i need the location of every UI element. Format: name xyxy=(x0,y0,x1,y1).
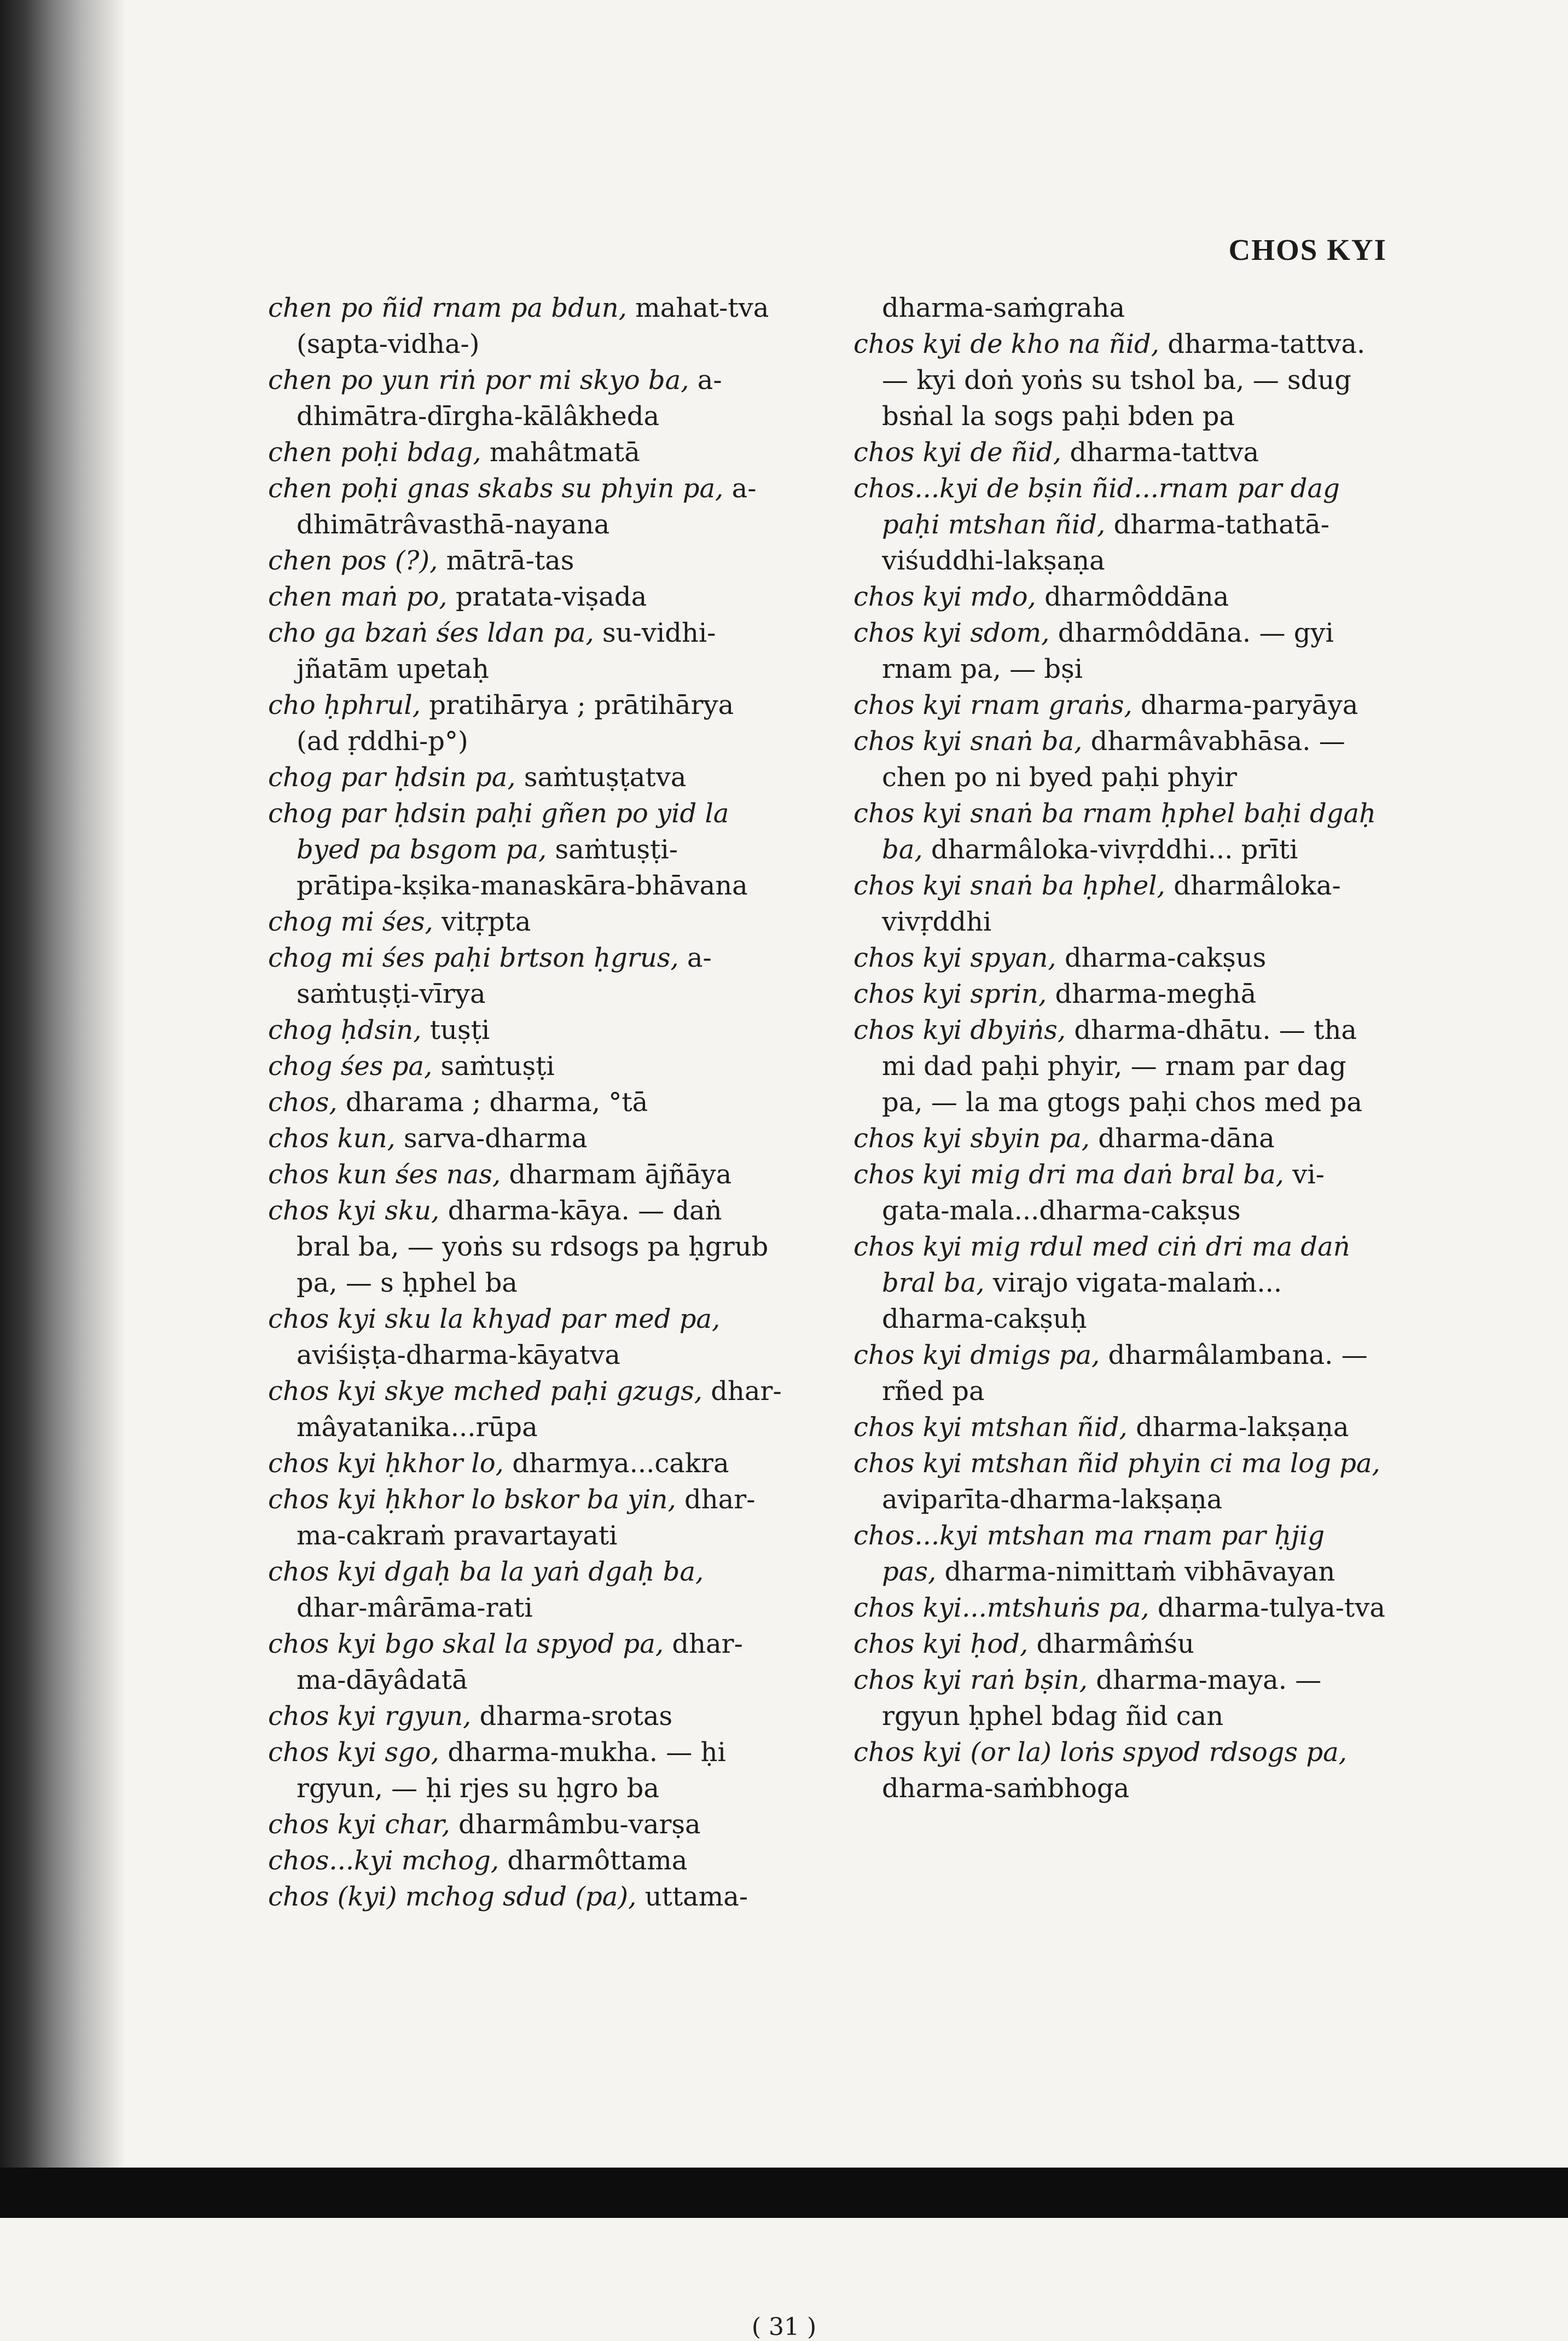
sanskrit-equivalent: dharma-mukha. — ḥi rgyun, — ḥi rjes su ḥgro ba xyxy=(297,1737,726,1804)
sanskrit-equivalent: dharma-saṁgraha xyxy=(882,293,1125,323)
sanskrit-equivalent: aviparīta-dharma-lakṣaṇa xyxy=(882,1484,1223,1515)
dictionary-entry xyxy=(853,470,1387,579)
dictionary-entry xyxy=(853,868,1387,940)
dictionary-entry xyxy=(268,1012,782,1048)
tibetan-headword: chen poḥi bdag, xyxy=(268,437,481,468)
tibetan-headword: chos kyi mtshan ñid phyin ci ma log pa, xyxy=(853,1448,1380,1479)
tibetan-headword: chos kyi sprin, xyxy=(853,979,1047,1009)
tibetan-headword: cho ga bzaṅ śes ldan pa, xyxy=(268,618,594,648)
sanskrit-equivalent: dharma-dāna xyxy=(1098,1123,1275,1154)
tibetan-headword: chos, xyxy=(268,1087,338,1118)
sanskrit-equivalent: dharma-kāya. — daṅ bral ba, — yoṅs su rdsogs pa ḥgrub pa, — s ḥphel ba xyxy=(297,1195,769,1298)
dictionary-entry xyxy=(853,1734,1387,1806)
sanskrit-equivalent: dharmya...cakra xyxy=(512,1448,729,1479)
sanskrit-equivalent: dharmâlambana. — rñed pa xyxy=(882,1340,1368,1407)
left-column xyxy=(268,290,782,1915)
sanskrit-equivalent: dharmâṁśu xyxy=(1036,1629,1194,1659)
dictionary-entry xyxy=(268,1843,782,1879)
dictionary-entry xyxy=(853,1626,1387,1662)
sanskrit-equivalent: virajo vigata-malaṁ... dharma-cakṣuḥ xyxy=(882,1268,1282,1334)
dictionary-entry xyxy=(853,687,1387,723)
tibetan-headword: chog śes pa, xyxy=(268,1051,433,1082)
sanskrit-equivalent: dharma-tattva xyxy=(1070,437,1259,468)
dictionary-entry xyxy=(853,615,1387,687)
tibetan-headword: chos kyi mtshan ñid, xyxy=(853,1412,1128,1443)
tibetan-headword: chos kyi snaṅ ba, xyxy=(853,726,1083,757)
tibetan-headword: chog mi śes paḥi brtson ḥgrus, xyxy=(268,943,679,973)
tibetan-headword: chos kyi bgo skal la spyod pa, xyxy=(268,1629,664,1659)
sanskrit-equivalent: saṁtuṣṭatva xyxy=(524,762,687,793)
dictionary-entry xyxy=(853,940,1387,976)
dictionary-entry xyxy=(853,976,1387,1012)
dictionary-entry xyxy=(268,1373,782,1445)
sanskrit-equivalent: su-vidhi-jñatām upetaḥ xyxy=(297,618,716,684)
dictionary-entry xyxy=(268,1482,782,1554)
sanskrit-equivalent: dharma-lakṣaṇa xyxy=(1136,1412,1349,1443)
right-column xyxy=(853,290,1387,1806)
tibetan-headword: chos kyi ḥkhor lo, xyxy=(268,1448,504,1479)
dictionary-entry xyxy=(268,615,782,687)
dictionary-entry xyxy=(268,1806,782,1843)
tibetan-headword: chen pos (?), xyxy=(268,545,438,576)
tibetan-headword: chen maṅ po, xyxy=(268,582,448,612)
dictionary-entry xyxy=(268,1879,782,1915)
sanskrit-equivalent: dharma-saṁbhoga xyxy=(882,1773,1130,1804)
dictionary-entry xyxy=(268,1193,782,1301)
sanskrit-equivalent: a-dhimātrâvasthā-nayana xyxy=(297,473,757,540)
scan-bottom-border xyxy=(0,2168,1568,2218)
dictionary-entry xyxy=(853,326,1387,434)
dictionary-entry xyxy=(268,795,782,904)
sanskrit-equivalent: sarva-dharma xyxy=(404,1123,588,1154)
dictionary-entry xyxy=(268,940,782,1012)
dictionary-entry xyxy=(268,1445,782,1482)
dictionary-entry xyxy=(268,362,782,434)
sanskrit-equivalent: dharmôddāna. — gyi rnam pa, — bṣi xyxy=(882,618,1334,684)
tibetan-headword: chos kyi dmigs pa, xyxy=(853,1340,1100,1370)
tibetan-headword: chos kyi sbyin pa, xyxy=(853,1123,1090,1154)
sanskrit-equivalent: dharmam ājñāya xyxy=(509,1159,732,1190)
sanskrit-equivalent: dharma-tattva. — kyi doṅ yoṅs su tshol ba, — sdug bsṅal la sogs paḥi bden pa xyxy=(882,329,1366,432)
tibetan-headword: chos kyi mig rdul med ciṅ dri ma daṅ bral ba, xyxy=(853,1232,1350,1298)
tibetan-headword: chos kyi sdom, xyxy=(853,618,1050,648)
sanskrit-equivalent: dhar-mârāma-rati xyxy=(297,1593,533,1623)
sanskrit-equivalent: dharmâloka-vivṛddhi... prīti xyxy=(931,834,1298,865)
sanskrit-equivalent: dharama ; dharma, °tā xyxy=(345,1087,648,1118)
dictionary-entry xyxy=(853,1337,1387,1409)
dictionary-entry xyxy=(268,1301,782,1373)
dictionary-entry xyxy=(268,1120,782,1157)
sanskrit-equivalent: pratihārya ; prātihārya (ad ṛddhi-p°) xyxy=(297,690,734,757)
tibetan-headword: chos...kyi mchog, xyxy=(268,1845,500,1876)
tibetan-headword: chos kyi char, xyxy=(268,1809,450,1840)
dictionary-entry xyxy=(853,723,1387,795)
dictionary-entry xyxy=(268,543,782,579)
tibetan-headword: chos kyi mig dri ma daṅ bral ba, xyxy=(853,1159,1284,1190)
dictionary-entry xyxy=(268,434,782,470)
tibetan-headword: chos kyi raṅ bṣin, xyxy=(853,1665,1088,1695)
sanskrit-equivalent: vi-gata-mala...dharma-cakṣus xyxy=(882,1159,1325,1226)
tibetan-headword: chen po yun riṅ por mi skyo ba, xyxy=(268,365,689,396)
tibetan-headword: chos kyi snaṅ ba ḥphel, xyxy=(853,870,1165,901)
sanskrit-equivalent: pratata-viṣada xyxy=(455,582,647,612)
dictionary-entry xyxy=(853,1590,1387,1626)
tibetan-headword: chos kun, xyxy=(268,1123,396,1154)
tibetan-headword: chos kyi dbyiṅs, xyxy=(853,1015,1066,1045)
sanskrit-equivalent: dharma-meghā xyxy=(1055,979,1257,1009)
tibetan-headword: chos...kyi mtshan ma rnam par ḥjig pas, xyxy=(853,1520,1325,1587)
tibetan-headword: chos kyi de ñid, xyxy=(853,437,1062,468)
sanskrit-equivalent: dharma-paryāya xyxy=(1141,690,1358,721)
dictionary-entry xyxy=(268,579,782,615)
tibetan-headword: chog ḥdsin, xyxy=(268,1015,422,1045)
dictionary-entry xyxy=(268,1734,782,1806)
sanskrit-equivalent: dharma-cakṣus xyxy=(1064,943,1267,973)
sanskrit-equivalent: dharmôddāna xyxy=(1044,582,1229,612)
tibetan-headword: chos kyi dgaḥ ba la yaṅ dgaḥ ba, xyxy=(268,1556,704,1587)
sanskrit-equivalent: dharma-tulya-tva xyxy=(1157,1593,1385,1623)
page-number: ( 31 ) xyxy=(751,2313,817,2341)
dictionary-entry xyxy=(268,470,782,543)
tibetan-headword: chog par ḥdsin pa, xyxy=(268,762,516,793)
sanskrit-equivalent: dharma-srotas xyxy=(479,1701,673,1732)
sanskrit-equivalent: dhar-ma-dāyâdatā xyxy=(297,1629,743,1695)
tibetan-headword: chen poḥi gnas skabs su phyin pa, xyxy=(268,473,724,504)
sanskrit-equivalent: dharmâloka-vivṛddhi xyxy=(882,870,1341,937)
sanskrit-equivalent: dhar-mâyatanika...rūpa xyxy=(297,1376,782,1443)
sanskrit-equivalent: dharma-nimittaṁ vibhāvayan xyxy=(944,1556,1335,1587)
dictionary-entry xyxy=(268,1048,782,1084)
tibetan-headword: chog mi śes, xyxy=(268,907,433,937)
dictionary-entry xyxy=(853,1120,1387,1157)
tibetan-headword: chos kyi (or la) loṅs spyod rdsogs pa, xyxy=(853,1737,1348,1768)
tibetan-headword: chos kyi ḥkhor lo bskor ba yin, xyxy=(268,1484,676,1515)
running-head: CHOS KYI xyxy=(1228,233,1387,266)
dictionary-entry xyxy=(853,1518,1387,1590)
tibetan-headword: chos kyi sku, xyxy=(268,1195,440,1226)
dictionary-entry xyxy=(853,1409,1387,1445)
dictionary-entry xyxy=(853,1157,1387,1229)
tibetan-headword: chos kyi rnam graṅs, xyxy=(853,690,1133,721)
tibetan-headword: chos kyi snaṅ ba rnam ḥphel baḥi dgaḥ ba, xyxy=(853,798,1377,865)
tibetan-headword: chos kyi skye mched paḥi gzugs, xyxy=(268,1376,703,1407)
tibetan-headword: chos kyi spyan, xyxy=(853,943,1056,973)
tibetan-headword: chos (kyi) mchog sdud (pa), xyxy=(268,1881,637,1912)
dictionary-entry xyxy=(268,687,782,759)
sanskrit-equivalent: dharmôttama xyxy=(507,1845,688,1876)
sanskrit-equivalent: uttama- xyxy=(644,1881,748,1912)
sanskrit-equivalent: dharmâmbu-varṣa xyxy=(458,1809,701,1840)
tibetan-headword: cho ḥphrul, xyxy=(268,690,421,721)
sanskrit-equivalent: saṁtuṣṭi xyxy=(440,1051,555,1082)
sanskrit-equivalent: dharmâvabhāsa. — chen po ni byed paḥi phyir xyxy=(882,726,1345,793)
dictionary-entry xyxy=(268,1626,782,1698)
tibetan-headword: chos kyi sku la khyad par med pa, xyxy=(268,1304,721,1334)
sanskrit-equivalent: dhar-ma-cakraṁ pravartayati xyxy=(297,1484,756,1551)
sanskrit-equivalent: saṁtuṣṭi-prātipa-kṣika-manaskāra-bhāvana xyxy=(297,834,748,901)
dictionary-entry xyxy=(853,1662,1387,1734)
sanskrit-equivalent: dharma-maya. — rgyun ḥphel bdag ñid can xyxy=(882,1665,1322,1732)
dictionary-entry xyxy=(853,579,1387,615)
dictionary-entry xyxy=(853,290,1387,326)
page-binding-shadow xyxy=(0,0,126,2218)
tibetan-headword: chos kun śes nas, xyxy=(268,1159,501,1190)
dictionary-entry xyxy=(268,904,782,940)
tibetan-headword: chos kyi ḥod, xyxy=(853,1629,1029,1659)
dictionary-entry xyxy=(853,1012,1387,1120)
tibetan-headword: chos kyi...mtshuṅs pa, xyxy=(853,1593,1149,1623)
dictionary-entry xyxy=(268,1084,782,1120)
sanskrit-equivalent: tuṣṭi xyxy=(429,1015,490,1045)
dictionary-entry xyxy=(853,1229,1387,1337)
dictionary-entry xyxy=(853,434,1387,470)
sanskrit-equivalent: mahat-tva (sapta-vidha-) xyxy=(297,293,769,359)
tibetan-headword: chos kyi mdo, xyxy=(853,582,1036,612)
sanskrit-equivalent: dharma-dhātu. — tha mi dad paḥi phyir, — rnam par dag pa, — la ma gtogs paḥi chos med pa xyxy=(882,1015,1362,1118)
dictionary-entry xyxy=(268,1157,782,1193)
sanskrit-equivalent: mahâtmatā xyxy=(489,437,640,468)
tibetan-headword: chos kyi de kho na ñid, xyxy=(853,329,1159,359)
sanskrit-equivalent: a-dhimātra-dīrgha-kālâkheda xyxy=(297,365,722,432)
dictionary-entry xyxy=(853,795,1387,868)
dictionary-entry xyxy=(268,759,782,795)
dictionary-entry xyxy=(853,1445,1387,1518)
tibetan-headword: chen po ñid rnam pa bdun, xyxy=(268,293,627,323)
sanskrit-equivalent: dharma-tathatā-viśuddhi-lakṣaṇa xyxy=(882,509,1329,576)
sanskrit-equivalent: vitṛpta xyxy=(442,907,531,937)
tibetan-headword: chog par ḥdsin paḥi gñen po yid la byed pa bsgom pa, xyxy=(268,798,729,865)
sanskrit-equivalent: aviśiṣṭa-dharma-kāyatva xyxy=(297,1340,620,1370)
dictionary-entry xyxy=(268,1554,782,1626)
dictionary-entry xyxy=(268,1698,782,1734)
tibetan-headword: chos kyi rgyun, xyxy=(268,1701,472,1732)
tibetan-headword: chos...kyi de bṣin ñid...rnam par dag paḥi mtshan ñid, xyxy=(853,473,1340,540)
sanskrit-equivalent: mātrā-tas xyxy=(446,545,574,576)
tibetan-headword: chos kyi sgo, xyxy=(268,1737,439,1768)
sanskrit-equivalent: a-saṁtuṣṭi-vīrya xyxy=(297,943,712,1009)
dictionary-entry xyxy=(268,290,782,362)
